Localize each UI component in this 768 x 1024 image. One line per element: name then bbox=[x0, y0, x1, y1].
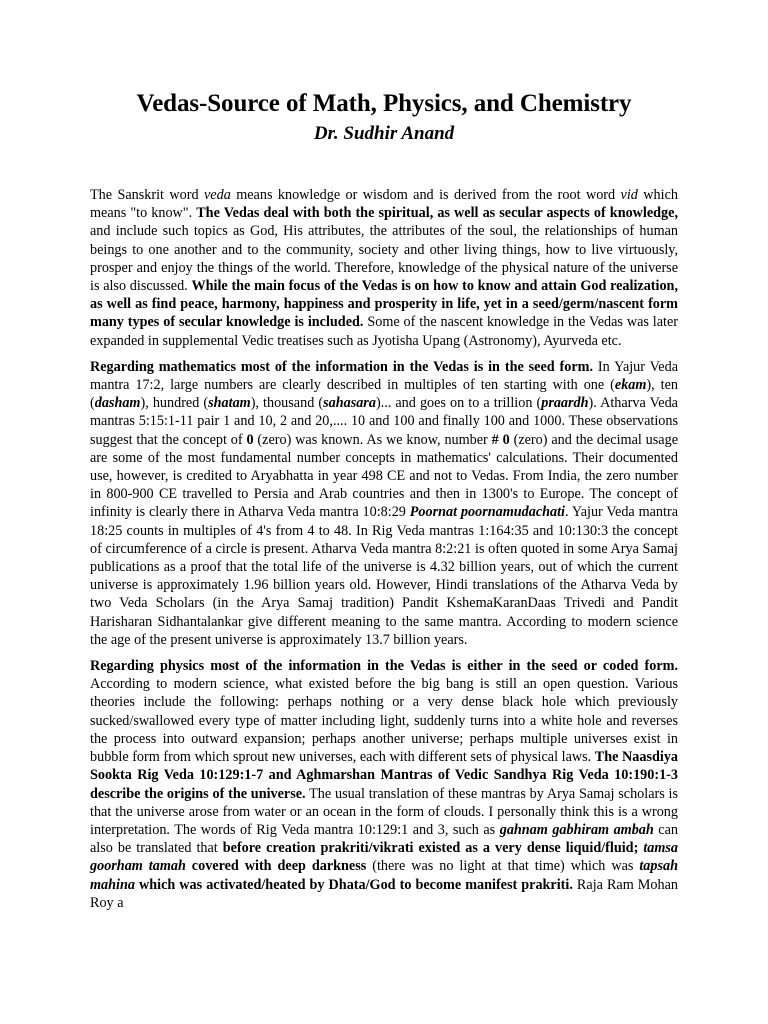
paragraph-intro bbox=[90, 186, 678, 350]
text-run: According to modern science, what existed before the big bang is still an open question. Various theories include the following: perhaps nothing or a very dense black hole which previously sucked/swallowed every type of matter including light, suddenly turns into a white hole and reverses the process into outward expansion; perhaps another universe; perhaps multiple universes exist in bubble form from which sprout new universes, each with different sets of physical laws. bbox=[90, 676, 678, 766]
text-run: . Yajur Veda mantra 18:25 counts in multiples of 4's from 4 to 48. In Rig Veda mantras 1:164:35 and 10:130:3 the concept of circumference of a circle is present. Atharva Veda mantra 8:2:21 is often quoted in some Arya Samaj publications as a proof that the total life of the universe is 4.32 billion years, out of which the current universe is approximately 1.96 billion years old. However, Hindi translations of the Atharva Veda by two Veda Scholars (in the Arya Samaj tradition) Pandit KshemaKaranDaas Trivedi and Pandit Harisharan Sidhantalankar give different meaning to the same mantra. According to modern science the age of the present universe is approximately 13.7 billion years. bbox=[90, 504, 678, 648]
text-bold: Regarding mathematics most of the information in the Vedas is in the seed form. bbox=[90, 358, 594, 375]
text-bold-italic: tamsa goorham tamah bbox=[90, 840, 678, 875]
text-run: (zero) and the decimal usage are some of the most fundamental number concepts in mathematics' calculations. Their documented use, however, is credited to Aryabhatta in year 498 CE and not to Vedas. From India, the zero number in 800-900 CE travelled to Persia and Arab countries and then in 1300's to Europe. The concept of infinity is clearly there in Atharva Veda mantra 10:8:29 bbox=[90, 431, 678, 521]
text-italic: vid bbox=[620, 187, 638, 203]
paragraph-mathematics bbox=[90, 358, 678, 649]
text-run: and include such topics as God, His attributes, the attributes of the soul, the relationships of human beings to one another and to the community, society and other living things, how to live virtuously, prosper and enjoy the things of the world. Therefore, knowledge of the physical nature of the universe is also discussed. bbox=[90, 223, 678, 295]
document-title: Vedas-Source of Math, Physics, and Chemistry bbox=[136, 90, 632, 117]
text-run: can also be translated that bbox=[90, 821, 678, 857]
text-bold: before creation prakriti/vikrati existed as a very dense liquid/fluid; bbox=[222, 840, 644, 857]
text-bold-italic: ekam bbox=[614, 377, 647, 394]
text-run: means knowledge or wisdom and is derived from the root word bbox=[230, 187, 621, 203]
text-run: ), thousand ( bbox=[250, 395, 324, 412]
text-run: ). Atharva Veda mantras 5:15:1-11 pair 1 and 10, 2 and 20,.... 10 and 100 and finally 100 and 1000. These observations suggest that the concept of bbox=[90, 395, 678, 448]
text-bold-italic: dasham bbox=[94, 395, 141, 412]
text-run: which means "to know". bbox=[90, 187, 678, 222]
text-run: (there was no light at that time) which was bbox=[366, 858, 640, 875]
text-bold: Regarding physics most of the information in the Vedas is either in the seed or coded form. bbox=[90, 658, 678, 675]
text-run: The Sanskrit word bbox=[90, 187, 204, 203]
text-run: (zero) was known. As we know, number bbox=[253, 431, 492, 448]
text-bold: covered with deep darkness bbox=[185, 858, 367, 875]
text-bold: # 0 bbox=[491, 431, 510, 448]
text-bold: The Naasdiya Sookta Rig Veda 10:129:1-7 and Aghmarshan Mantras of Vedic Sandhya Rig Veda 10:190:1-3 describe the origins of the universe. bbox=[90, 749, 679, 802]
text-bold-italic: tapsah mahina bbox=[90, 858, 678, 893]
text-bold-italic: gahnam gabhiram ambah bbox=[499, 821, 654, 838]
text-run: )... and goes on to a trillion ( bbox=[375, 395, 542, 412]
text-run: Some of the nascent knowledge in the Vedas was later expanded in supplemental Vedic treatises such as Jyotisha Upang (Astronomy), Ayurveda etc. bbox=[90, 314, 678, 349]
text-bold-italic: sahasara bbox=[323, 395, 376, 412]
text-bold: which was activated/heated by Dhata/God to become manifest prakriti. bbox=[134, 876, 573, 893]
text-bold-italic: praardh bbox=[541, 395, 589, 412]
text-run: ), hundred ( bbox=[140, 395, 209, 412]
author-name: Dr. Sudhir Anand bbox=[313, 123, 455, 144]
text-bold: 0 bbox=[246, 431, 254, 448]
text-bold: While the main focus of the Vedas is on how to know and attain God realization, as well as find peace, harmony, happiness and prosperity in life, yet in a seed/germ/nascent form many types of secular knowledge is included. bbox=[90, 278, 678, 331]
text-bold-italic: shatam bbox=[208, 395, 251, 412]
text-bold: The Vedas deal with both the spiritual, as well as secular aspects of knowledge, bbox=[196, 205, 678, 222]
text-bold-italic: Poornat poornamudachati bbox=[409, 504, 565, 521]
paragraph-physics bbox=[90, 657, 678, 912]
text-run: In Yajur Veda mantra 17:2, large numbers are clearly described in multiples of ten starting with one ( bbox=[90, 358, 678, 394]
text-run: The usual translation of these mantras by Arya Samaj scholars is that the universe arose from water or an ocean in the form of clouds. I personally think this is a wrong interpretation. The words of Rig Veda mantra 10:129:1 and 3, such as bbox=[90, 785, 678, 838]
text-run: ), ten ( bbox=[90, 377, 678, 412]
document-body bbox=[90, 186, 678, 912]
text-italic: veda bbox=[204, 187, 231, 203]
text-run: Raja Ram Mohan Roy a bbox=[90, 876, 678, 911]
